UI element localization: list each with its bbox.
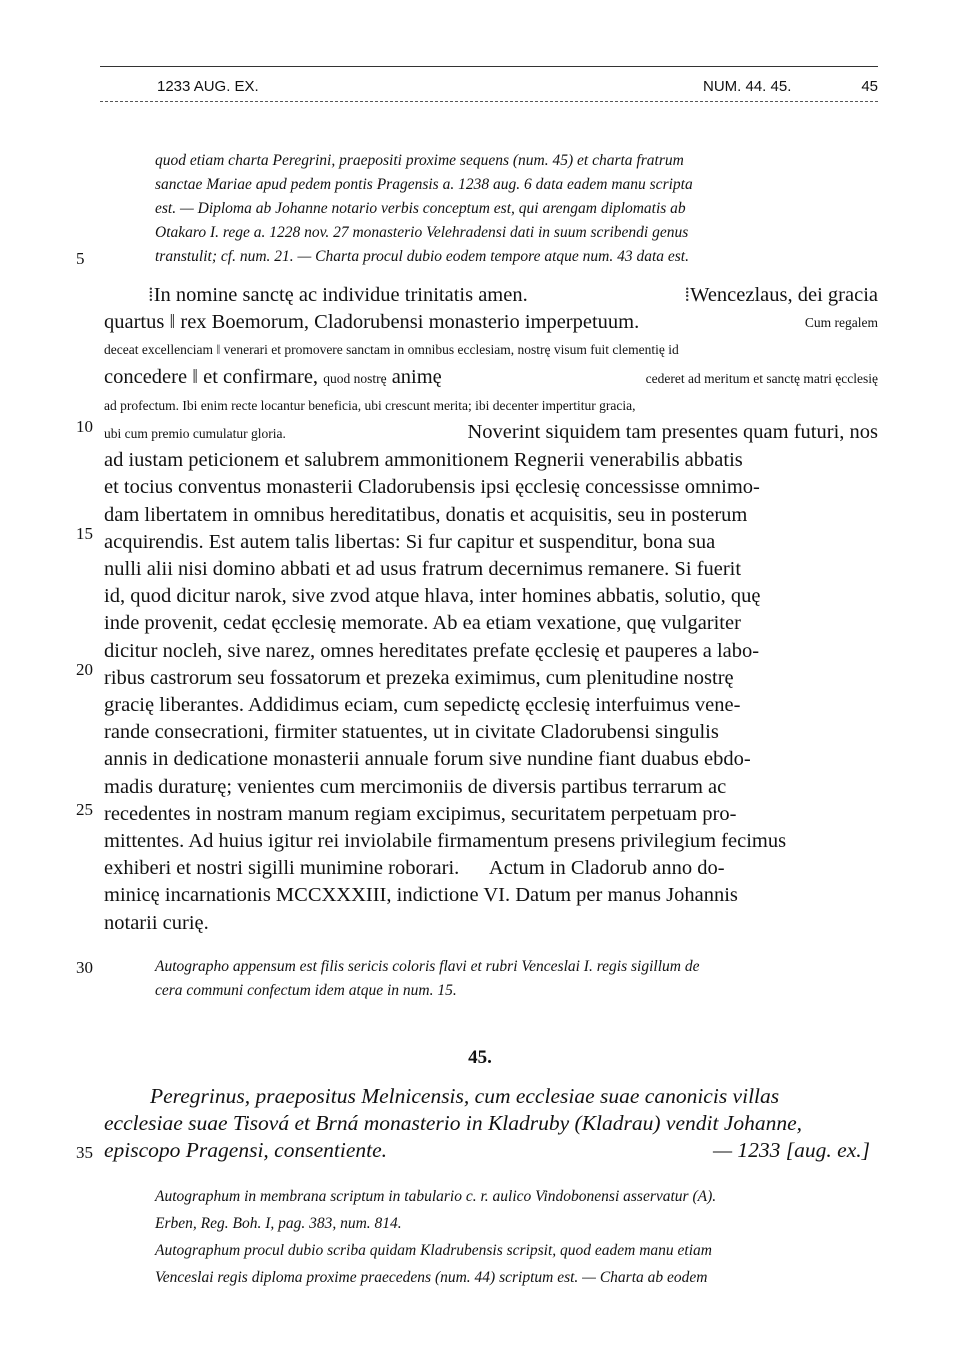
regest-line	[104, 1137, 878, 1164]
separator-mark: ‖	[216, 342, 221, 358]
header-numbers: NUM. 44. 45.	[703, 78, 792, 95]
page-number: 45	[861, 78, 878, 95]
charter-line: inde provenit, cedat ęcclesię memorate. Ab ea etiam vexatione, quę vulgariter	[104, 612, 741, 635]
header-date: 1233 AUG. EX.	[157, 78, 259, 95]
seal-note	[155, 955, 877, 1003]
line-number-10: 10	[76, 417, 93, 436]
regest	[104, 1083, 878, 1164]
arenga-start: Cum regalem	[804, 315, 878, 331]
charter-line: ad profectum. Ibi enim recte locantur beneficia, ubi crescunt merita; ibi decenter impertitur gracia,	[104, 397, 636, 413]
separator-mark: ⁞	[684, 284, 691, 306]
charter-line: acquirendis. Est autem talis libertas: Si fur capitur et suspenditur, bona sua	[104, 530, 716, 553]
regest-line: Peregrinus, praepositus Melnicensis, cum ecclesiae suae canonicis villas	[150, 1084, 780, 1108]
charter-line	[104, 364, 878, 392]
charter-line: id, quod dicitur narok, sive zvod atque hlava, inter homines abbatis, solutio, quę	[104, 585, 761, 608]
arenga-phrase: venerari et promovere sanctam in omnibus ecclesiam, nostrę visum fuit clementię id	[223, 342, 679, 358]
arenga-phrase: deceat excellenciam	[104, 342, 214, 358]
regest-line: ecclesiae suae Tisová et Brná monasterio in Kladruby (Kladrau) vendit Johanne,	[104, 1111, 803, 1135]
note-line: est. — Diploma ab Johanne notario verbis conceptum est, qui arengam diplomatis ab	[155, 200, 686, 217]
charter-phrase: rex Boemorum, Cladorubensi monasterio imperpetuum.	[180, 311, 640, 334]
line-number-30: 30	[76, 958, 93, 977]
charter-word: animę	[391, 365, 442, 388]
line-number-5: 5	[76, 249, 85, 268]
line-number-35: 35	[76, 1143, 93, 1162]
intitulatio: Wencezlaus, dei gracia	[690, 284, 878, 306]
charter-line: ribus castrorum seu fossatorum et prezeka eximimus, cum plenitudine nostrę	[104, 666, 734, 689]
regest-date: — 1233 [aug. ex.]	[712, 1138, 870, 1162]
source-line: Erben, Reg. Boh. I, pag. 383, num. 814.	[155, 1215, 402, 1232]
charter-line: madis duraturę; venientes cum mercimoniis de diversis partibus terrarum ac	[104, 775, 727, 798]
document-number: 45.	[468, 1047, 492, 1068]
charter-line: annis in dedicatione monasterii annuale forum sive nundine fiant duabus ebdo-	[104, 748, 751, 771]
note-line: cera communi confectum idem atque in num. 15.	[155, 982, 457, 999]
charter-line	[104, 309, 878, 336]
note-line: quod etiam charta Peregrini, praepositi proxime sequens (num. 45) et charta fratrum	[155, 152, 684, 169]
regest-end: episcopo Pragensi, consentiente.	[104, 1138, 388, 1162]
charter-line	[104, 282, 878, 309]
note-line: Otakaro I. rege a. 1228 nov. 27 monasterio Velehradensi dati in suum scribendi genus	[155, 224, 689, 241]
charter-line: et tocius conventus monasterii Cladorubensis ipsi ęcclesię concessisse omnimo-	[104, 476, 760, 499]
charter-line: rande consecrationi, firmiter statuentes, ut in civitate Cladorubensi singulis	[104, 721, 719, 744]
header-rule-bottom	[100, 101, 878, 102]
charter-line: minicę incarnationis MCCXXXIII, indictione VI. Datum per manus Johannis	[104, 884, 738, 907]
charter-line: notarii curię.	[104, 911, 209, 934]
charter-line: exhiberi et nostri sigilli munimine roborari. Actum in Cladorub anno do-	[104, 857, 725, 880]
charter-line: dicitur nocleh, sive narez, omnes hereditates prefate ęcclesię et pauperes a labo-	[104, 639, 760, 662]
arenga-phrase: cederet ad meritum et sanctę matri ęcclesię	[645, 370, 878, 386]
charter-word: concedere	[104, 365, 188, 388]
arenga-phrase: ubi cum premio cumulatur gloria.	[104, 426, 286, 442]
charter-line	[104, 419, 878, 447]
charter-phrase: et confirmare,	[203, 365, 319, 388]
source-line: Venceslai regis diploma proxime praecedens (num. 44) scriptum est. — Charta ab eodem	[155, 1269, 708, 1286]
separator-mark: ‖	[192, 365, 198, 388]
source-line: Autographum procul dubio scriba quidam Kladrubensis scripsit, quod eadem manu etiam	[155, 1242, 712, 1259]
line-number-20: 20	[76, 660, 93, 679]
source-line: Autographum in membrana scriptum in tabulario c. r. aulico Vindobonensi asservatur (A).	[155, 1188, 717, 1205]
line-number-15: 15	[76, 524, 93, 543]
line-number-25: 25	[76, 800, 93, 819]
invocatio: In nomine sanctę ac individue trinitatis amen.	[153, 284, 528, 306]
charter-line: mittentes. Ad huius igitur rei inviolabile firmamentum presens privilegium fecimus	[104, 830, 787, 853]
promulgatio: Noverint siquidem tam presentes quam futuri, nos	[467, 421, 878, 444]
note-line: Autographo appensum est filis sericis coloris flavi et rubri Venceslai I. regis sigillum de	[155, 958, 700, 975]
running-header	[100, 74, 878, 100]
charter-word: quartus	[104, 311, 165, 334]
charter-text	[104, 282, 878, 937]
separator-mark: ‖	[169, 311, 176, 334]
charter-line: ad iustam peticionem et salubrem ammonitionem Regnerii venerabilis abbatis	[104, 449, 743, 472]
separator-mark: ⁞	[148, 284, 154, 306]
charter-line: gracię liberantes. Addidimus eciam, cum sepedictę ęcclesię interfuimus vene-	[104, 694, 741, 717]
charter-line: dam libertatem in omnibus hereditatibus, donatis et acquisitis, seu in posterum	[104, 503, 748, 526]
arenga-phrase: quod nostrę	[323, 370, 387, 386]
charter-line	[104, 336, 878, 363]
note-line: sanctae Mariae apud pedem pontis Pragensis a. 1238 aug. 6 data eadem manu scripta	[155, 176, 693, 193]
charter-line: recedentes in nostram manum regiam excipimus, securitatem perpetuam pro-	[104, 802, 737, 825]
sources	[155, 1183, 877, 1291]
intro-note	[155, 149, 877, 269]
note-line: transtulit; cf. num. 21. — Charta procul dubio eodem tempore atque num. 43 data est.	[155, 248, 689, 265]
charter-line: nulli alii nisi domino abbati et ad usus fratrum decernimus remanere. Si fuerit	[104, 558, 742, 581]
header-rule-top	[100, 66, 878, 67]
